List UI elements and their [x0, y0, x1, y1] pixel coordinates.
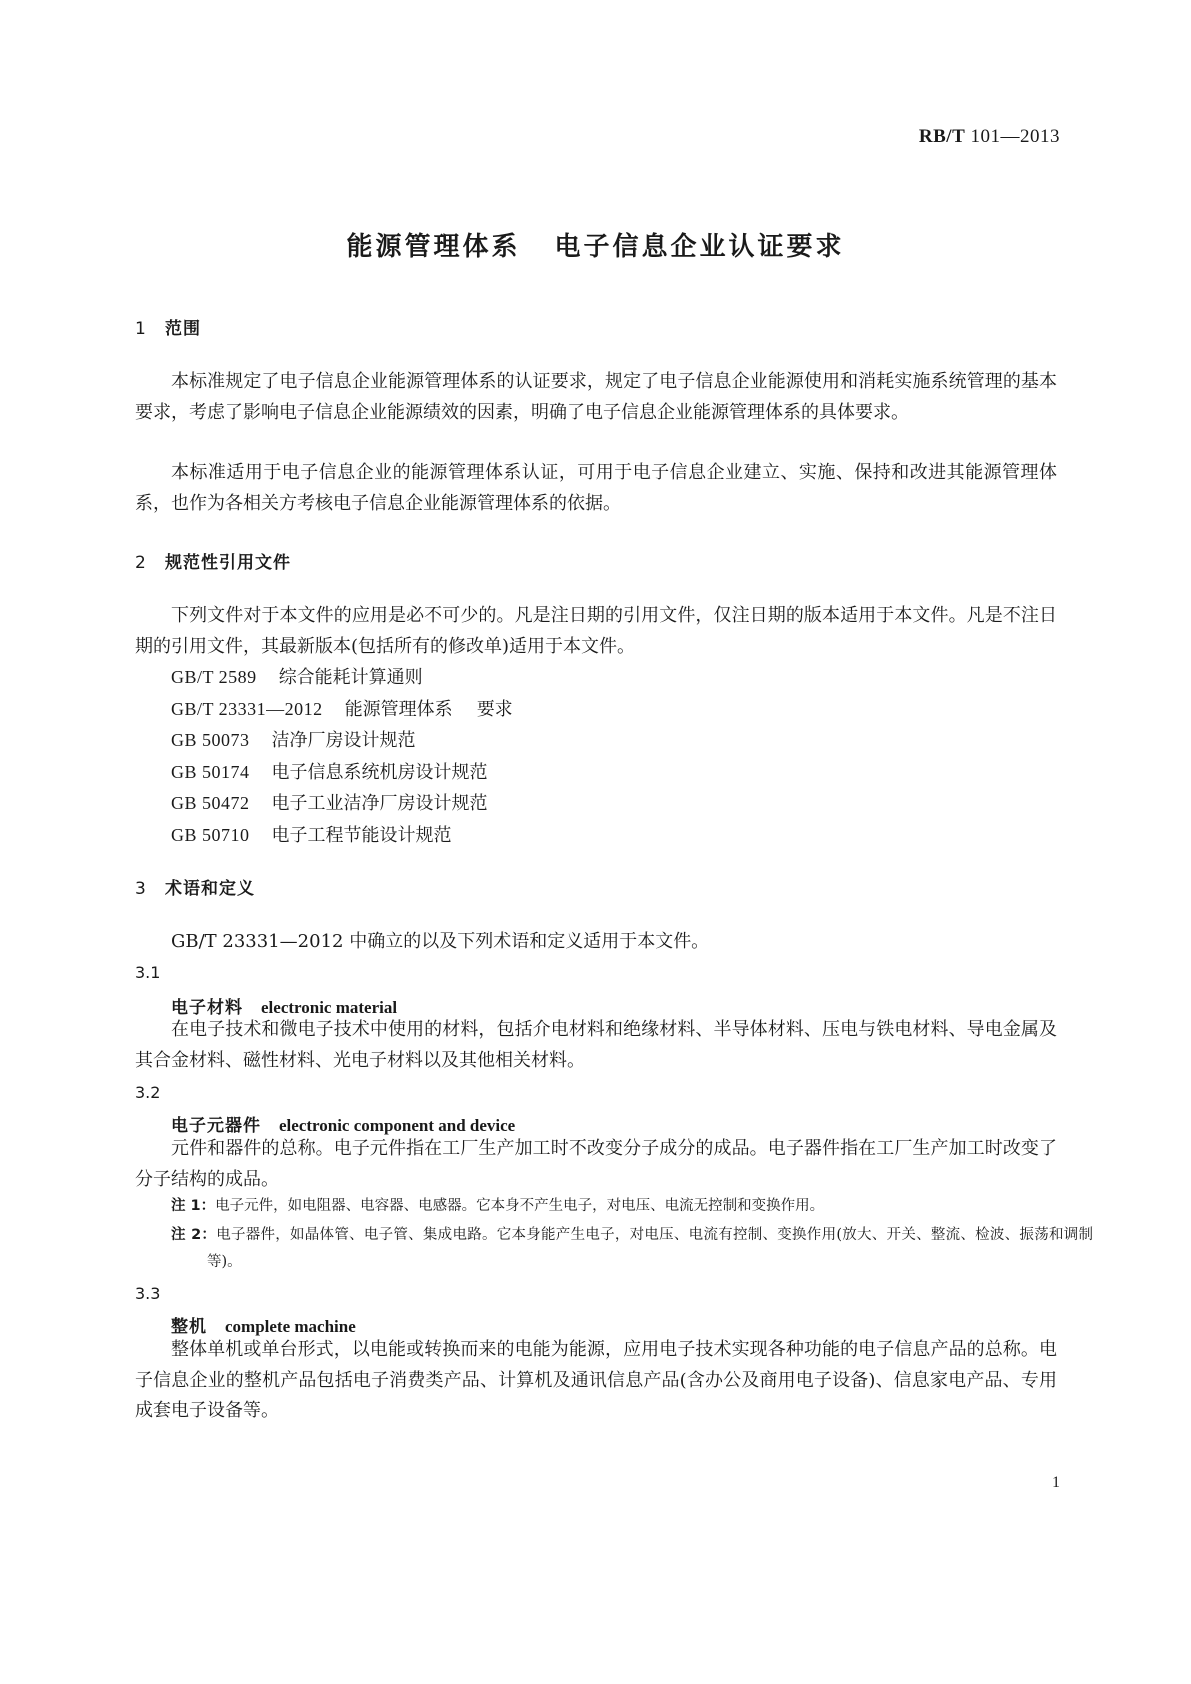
- reference-title: 电子工业洁净厂房设计规范: [271, 793, 488, 814]
- scope-paragraph-2: 本标准适用于电子信息企业的能源管理体系认证，可用于电子信息企业建立、实施、保持和改进其能源管理体系，也作为各相关方考核电子信息企业能源管理体系的依据。: [135, 462, 1057, 514]
- title-part-1: 能源管理体系: [346, 232, 521, 262]
- section-heading-2: [135, 548, 291, 573]
- reference-code: GB 50472: [171, 793, 250, 813]
- terms-intro: GB/T 23331—2012 中确立的以及下列术语和定义适用于本文件。: [171, 931, 710, 952]
- reference-title: 电子工程节能设计规范: [271, 824, 452, 846]
- note-text: 电子元件，如电阻器、电容器、电感器。它本身不产生电子，对电压、电流无控制和变换作用。: [215, 1198, 825, 1214]
- term-3-3: [171, 1312, 356, 1337]
- term-zh: 电子元器件: [171, 1116, 261, 1136]
- reference-title: 洁净厂房设计规范: [271, 730, 416, 751]
- section-number: 2: [135, 553, 147, 573]
- reference-item: [171, 662, 513, 694]
- clause-number-3-3: 3.3: [135, 1284, 161, 1303]
- section-heading-3: [135, 874, 255, 899]
- reference-title: 电子信息系统机房设计规范: [271, 761, 488, 783]
- reference-code: GB/T 2589: [171, 667, 257, 687]
- clause-number-3-1: 3.1: [135, 963, 161, 982]
- scope-paragraph-1: 本标准规定了电子信息企业能源管理体系的认证要求，规定了电子信息企业能源使用和消耗实施系统管理的基本要求，考虑了影响电子信息企业能源绩效的因素，明确了电子信息企业能源管理体系的具体要求。: [135, 371, 1057, 423]
- note-label: 注 1：: [171, 1198, 216, 1214]
- term-en: electronic material: [261, 998, 398, 1017]
- standard-code-number: 101—2013: [965, 126, 1060, 147]
- note-label: 注 2：: [171, 1227, 217, 1243]
- reference-title-suffix: 要求: [476, 698, 513, 720]
- reference-item: [171, 725, 513, 757]
- term-definition-3-3: 整体单机或单台形式，以电能或转换而来的电能为能源，应用电子技术实现各种功能的电子信息产品的总称。电子信息企业的整机产品包括电子消费类产品、计算机及通讯信息产品(含办公及商用电子设备)、信息家电产品、专用成套电子设备等。: [135, 1339, 1057, 1421]
- reference-code: GB 50073: [171, 730, 250, 750]
- term-zh: 电子材料: [171, 998, 243, 1018]
- note-2: [171, 1222, 1093, 1276]
- term-en: complete machine: [225, 1317, 356, 1336]
- standard-code: [919, 126, 1060, 148]
- section-number: 1: [135, 319, 147, 339]
- clause-number-3-2: 3.2: [135, 1083, 161, 1102]
- note-text: 电子器件，如晶体管、电子管、集成电路。它本身能产生电子，对电压、电流有控制、变换作用(放大、开关、整流、检波、振荡和调制等)。: [207, 1227, 1093, 1270]
- section-title: 范围: [165, 319, 201, 339]
- section-title: 规范性引用文件: [165, 553, 291, 573]
- reference-item: [171, 694, 513, 726]
- reference-code: GB 50174: [171, 761, 250, 782]
- term-3-2: [171, 1111, 515, 1136]
- note-1: [171, 1193, 1093, 1220]
- reference-title: 综合能耗计算通则: [278, 667, 423, 688]
- reference-item: [171, 757, 513, 789]
- reference-code: GB/T 23331—2012: [171, 698, 323, 719]
- reference-item: [171, 788, 513, 820]
- reference-code: GB 50710: [171, 824, 250, 845]
- term-definition-3-1: 在电子技术和微电子技术中使用的材料，包括介电材料和绝缘材料、半导体材料、压电与铁电材料、导电金属及其合金材料、磁性材料、光电子材料以及其他相关材料。: [135, 1019, 1057, 1071]
- reference-item: [171, 820, 513, 852]
- document-title: [0, 226, 1191, 263]
- term-en: electronic component and device: [279, 1116, 516, 1135]
- term-definition-3-2: 元件和器件的总称。电子元件指在工厂生产加工时不改变分子成分的成品。电子器件指在工厂生产加工时改变了分子结构的成品。: [135, 1138, 1057, 1190]
- references-intro: 下列文件对于本文件的应用是必不可少的。凡是注日期的引用文件，仅注日期的版本适用于本文件。凡是不注日期的引用文件，其最新版本(包括所有的修改单)适用于本文件。: [135, 605, 1057, 657]
- section-title: 术语和定义: [165, 879, 255, 899]
- title-part-2: 电子信息企业认证要求: [554, 232, 845, 262]
- term-zh: 整机: [171, 1317, 207, 1337]
- reference-list: [171, 662, 513, 851]
- reference-title: 能源管理体系: [344, 698, 453, 720]
- section-number: 3: [135, 879, 147, 899]
- section-heading-1: [135, 314, 201, 339]
- page-number: 1: [1052, 1474, 1060, 1491]
- standard-code-prefix: RB/T: [918, 126, 966, 147]
